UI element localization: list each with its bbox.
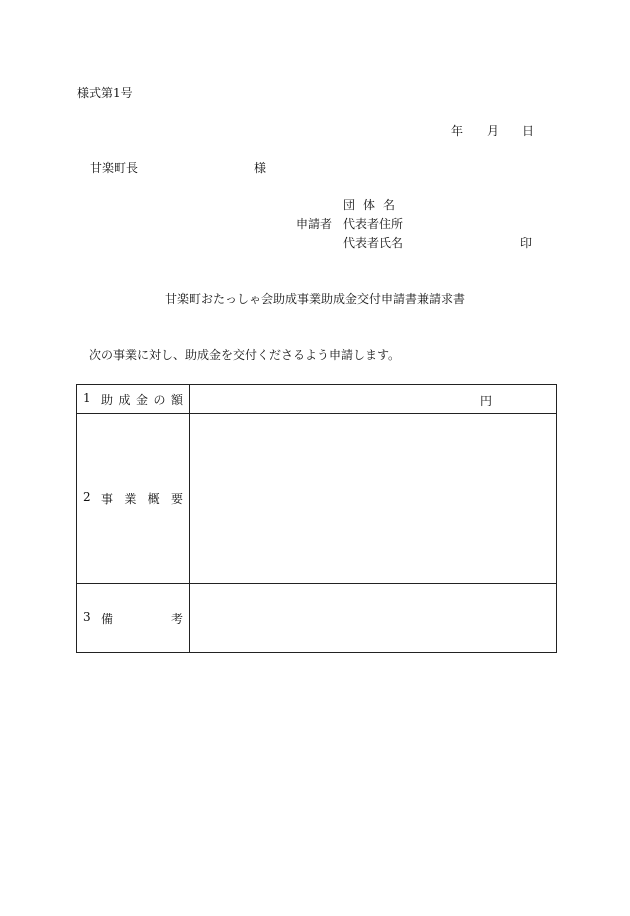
label-char: 備 [101, 611, 114, 626]
label-char: の [153, 392, 166, 407]
label-char: 額 [170, 392, 183, 407]
amount-value-field[interactable] [190, 385, 557, 414]
label-char: 助 [101, 392, 114, 407]
addressee-name: 甘楽町長 [90, 161, 139, 175]
table-row-amount [77, 385, 557, 414]
application-table [76, 384, 557, 653]
summary-label [101, 490, 183, 507]
intro-text: 次の事業に対し、助成金を交付くださるよう申請します。 [89, 348, 401, 362]
addressee-honorific: 様 [254, 161, 267, 175]
amount-unit: 円 [479, 394, 492, 408]
row-number: 1 [83, 390, 91, 405]
label-char: 成 [118, 392, 131, 407]
label-char: 業 [124, 492, 137, 506]
label-char: 金 [135, 392, 148, 407]
remarks-value-field[interactable] [190, 584, 557, 653]
summary-value-field[interactable] [190, 414, 557, 584]
amount-label-cell [77, 385, 190, 414]
row-number: 2 [83, 490, 91, 504]
table-row-remarks [77, 584, 557, 653]
remarks-label-cell [77, 584, 190, 653]
document-title: 甘楽町おたっしゃ会助成事業助成金交付申請書兼請求書 [164, 292, 465, 306]
row-number: 3 [83, 609, 91, 624]
org-name-label: 団体名 [343, 198, 404, 212]
label-char: 概 [147, 492, 160, 506]
applicant-role-label: 申請者 [296, 217, 333, 231]
label-char: 事 [101, 492, 114, 506]
date-year-label: 年 [451, 124, 464, 138]
summary-label-cell [77, 414, 190, 584]
form-number: 様式第1号 [77, 86, 133, 100]
date-month-label: 月 [487, 124, 500, 138]
label-char: 考 [170, 611, 183, 626]
amount-label [101, 391, 183, 408]
table-row-summary [77, 414, 557, 584]
seal-mark: 印 [520, 236, 533, 250]
remarks-label [101, 610, 183, 627]
date-day-label: 日 [522, 124, 535, 138]
representative-address-label: 代表者住所 [343, 217, 404, 231]
label-char: 要 [170, 492, 183, 506]
representative-name-label: 代表者氏名 [343, 236, 404, 250]
